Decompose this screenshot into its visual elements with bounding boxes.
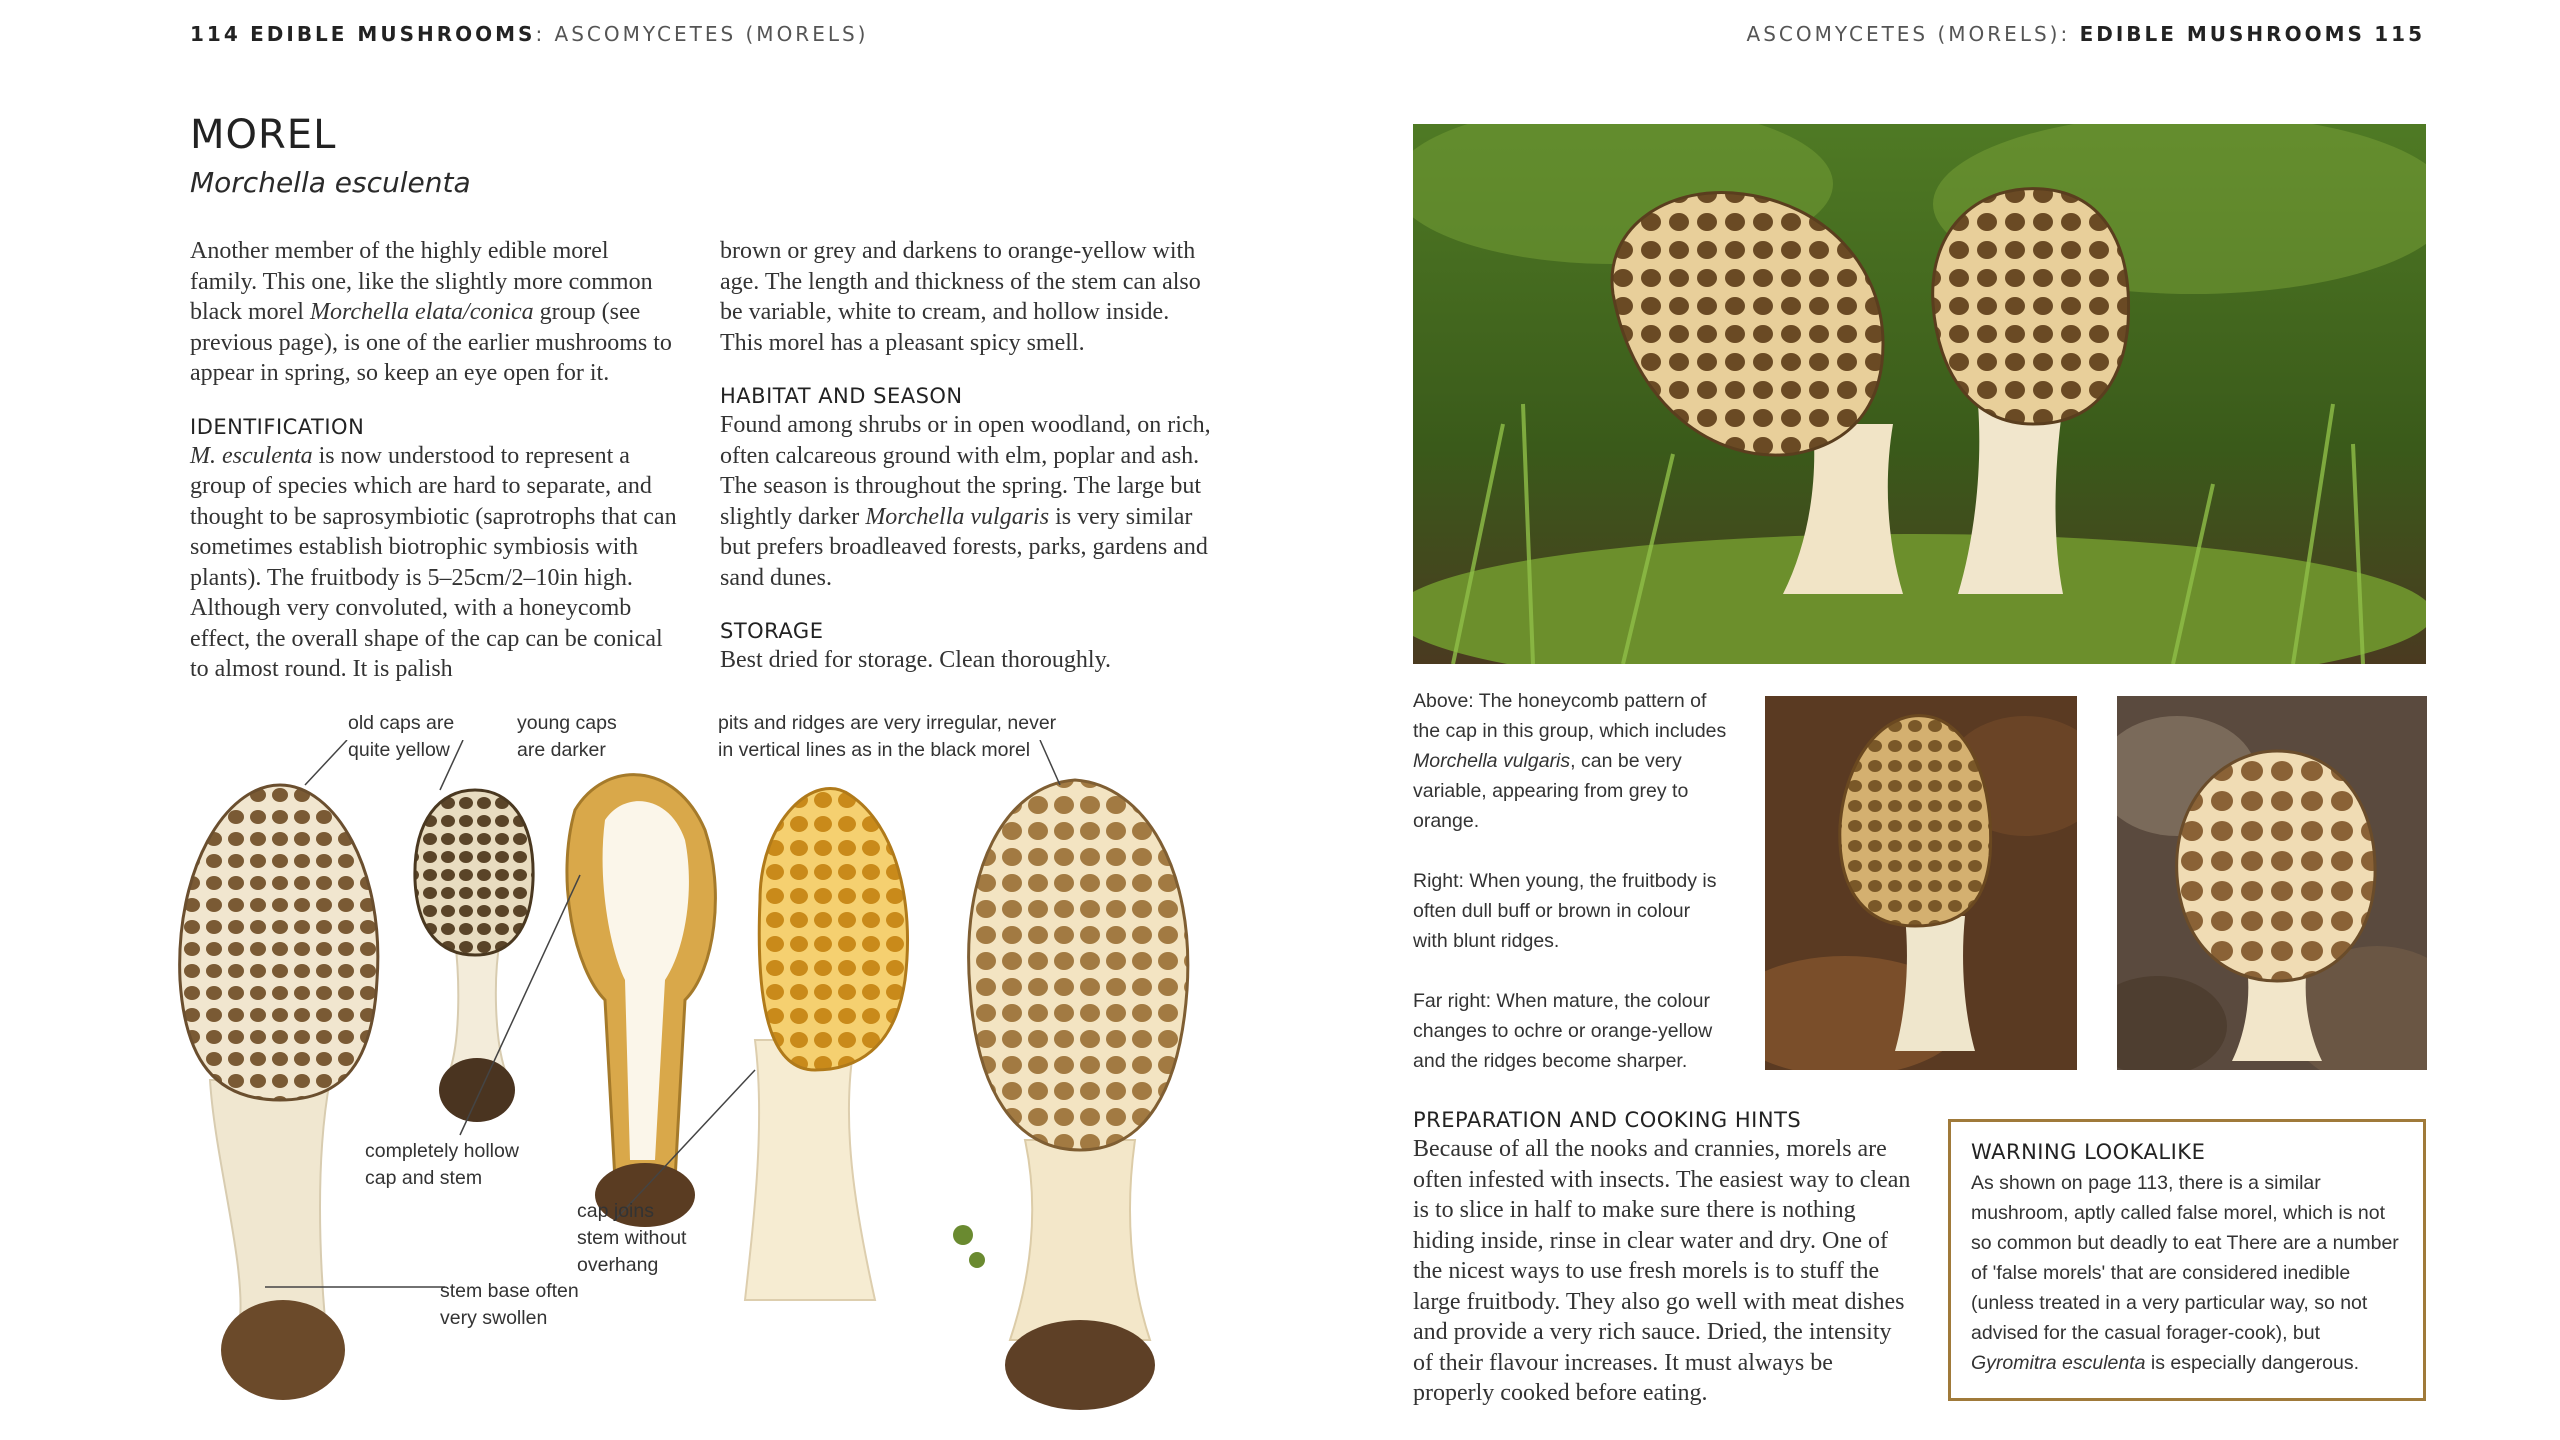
preparation-heading: PREPARATION AND COOKING HINTS — [1413, 1108, 1802, 1132]
storage-heading: STORAGE — [720, 619, 824, 643]
section-name-left: EDIBLE MUSHROOMS — [250, 22, 536, 46]
main-photo-morels — [1413, 124, 2426, 664]
label-young-caps: young caps are darker — [517, 712, 617, 761]
label-cap-joins: cap joins stem without overhang — [577, 1200, 687, 1276]
preparation-text: Because of all the nooks and crannies, morels are often infested with insects. The easiest way to clean is to slice in half to make sure there is nothing hiding inside, rinse in clear water and dry. One of the nicest ways to use fresh morels is to stuff the large fruitbody. They also go well with meat dishes and provide a very rich sauce. Dried, the intensity of their flavour increases. It must always be properly cooked before eating. — [1413, 1136, 1911, 1406]
intro-paragraph: Another member of the highly edible morel family. This one, like the slightly more common black morel Morchella elata/conica group (see previous page), is one of the earlier mushrooms to appear in spring, so keep an eye open for it. — [190, 238, 672, 386]
running-head-left — [190, 22, 868, 46]
warning-lookalike-box — [1948, 1119, 2426, 1401]
morel-old-cap — [180, 785, 378, 1400]
storage-text: Best dried for storage. Clean thoroughly. — [720, 647, 1112, 673]
habitat-heading: HABITAT AND SEASON — [720, 384, 963, 408]
page-number-left: 114 — [190, 22, 241, 46]
species-latin-name: Morchella esculenta — [190, 166, 471, 199]
photo-young-fruitbody — [1765, 696, 2077, 1070]
identification-heading: IDENTIFICATION — [190, 414, 365, 439]
identification-text-continued: brown or grey and darkens to orange-yellow with age. The length and thickness of the stem can also be variable, white to cream, and hollow inside. This morel has a pleasant spicy smell. — [720, 238, 1201, 356]
warning-text: As shown on page 113, there is a similar mushroom, aptly called false morel, which is not so common but deadly to eat There are a number of 'false morels' that are considered inedible (unless treated in a very particular way, so not advised for the casual forager-cook), but Gyromitra esculenta is especially dangerous. — [1971, 1172, 2399, 1374]
caption-far-right: Far right: When mature, the colour changes to ochre or orange-yellow and the ridges become sharper. — [1413, 990, 1713, 1072]
preparation-section — [1413, 1108, 1913, 1409]
species-common-name: MOREL — [190, 112, 337, 158]
photo-mature-fruitbody — [2117, 696, 2427, 1070]
running-head-right — [1747, 22, 2425, 46]
label-stem-base: stem base often very swollen — [440, 1280, 579, 1329]
label-pits-ridges: pits and ridges are very irregular, never in vertical lines as in the black morel — [718, 712, 1057, 761]
morel-young-cap — [415, 790, 533, 1122]
warning-heading: WARNING LOOKALIKE — [1971, 1140, 2206, 1164]
caption-right: Right: When young, the fruitbody is often dull buff or brown in colour with blunt ridges. — [1413, 870, 1717, 952]
text-column-2 — [720, 236, 1215, 676]
section-name-right: EDIBLE MUSHROOMS — [2079, 22, 2365, 46]
morel-illustration — [115, 740, 1275, 1440]
morel-yellow-cap — [745, 789, 908, 1300]
subsection-right: ASCOMYCETES (MORELS): — [1746, 22, 2071, 46]
subsection-left: : ASCOMYCETES (MORELS) — [535, 22, 869, 46]
label-hollow: completely hollow cap and stem — [365, 1140, 519, 1189]
morel-sliced-hollow — [567, 775, 715, 1227]
caption-above: Above: The honeycomb pattern of the cap in this group, which includes Morchella vulgaris, can be very variable, appearing from grey to orange. — [1413, 690, 1727, 832]
morel-large-tan — [953, 780, 1188, 1410]
text-column-1 — [190, 236, 680, 685]
page-number-right: 115 — [2374, 22, 2425, 46]
label-old-caps: old caps are quite yellow — [348, 712, 455, 761]
identification-text: M. esculenta is now understood to represent a group of species which are hard to separate, and thought to be saprosymbiotic (saprotrophs that can sometimes establish biotrophic symbiosis with plants). The fruitbody is 5–25cm/2–10in high. Although very convoluted, with a honeycomb effect, the overall shape of the cap can be conical to almost round. It is palish — [190, 442, 677, 682]
habitat-text: Found among shrubs or in open woodland, on rich, often calcareous ground with elm, poplar and ash. The season is throughout the spring. The large but slightly darker Morchella vulgaris is very similar but prefers broadleaved forests, parks, gardens and sand dunes. — [720, 412, 1211, 591]
